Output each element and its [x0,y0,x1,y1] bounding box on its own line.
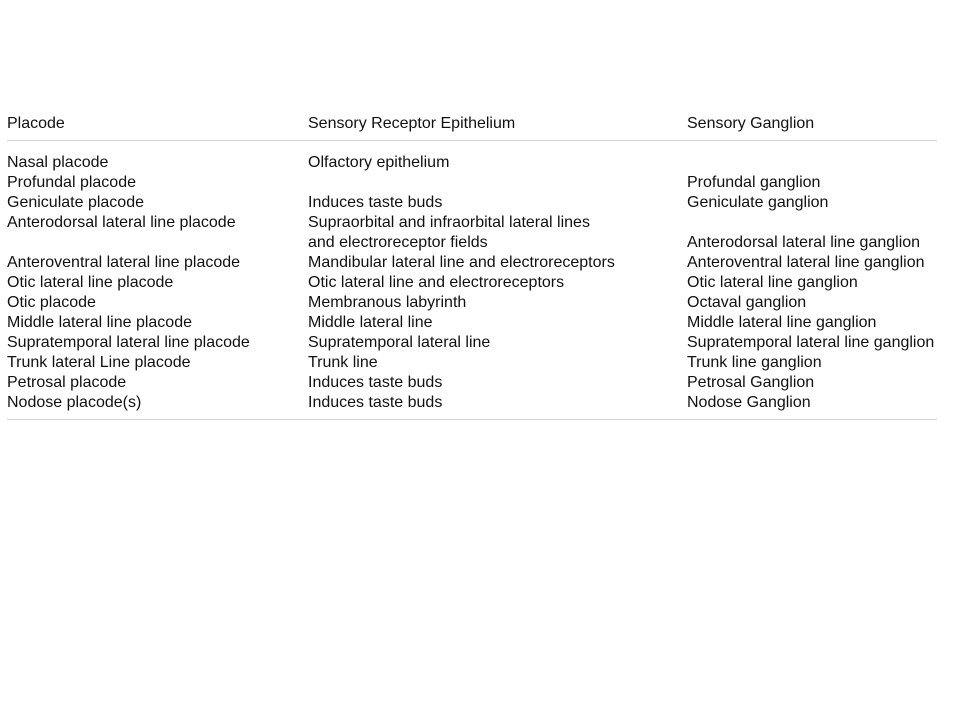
table-row [7,213,937,233]
cell-placode: Otic lateral line placode [7,274,174,291]
cell-epithelium: Induces taste buds [308,374,443,391]
cell-epithelium: Supratemporal lateral line [308,334,491,351]
cell-ganglion: Nodose Ganglion [687,394,811,411]
cell-placode: Petrosal placode [7,374,127,391]
cell-epithelium: Induces taste buds [308,394,443,411]
table-row [7,353,937,373]
cell-placode: Middle lateral line placode [7,314,192,331]
footer-divider [7,419,937,420]
cell-ganglion: Anterodorsal lateral line ganglion [687,234,921,251]
cell-ganglion: Octaval ganglion [687,294,807,311]
cell-epithelium: Middle lateral line [308,314,433,331]
cell-placode: Profundal placode [7,174,136,191]
table-row [7,233,937,253]
cell-ganglion: Supratemporal lateral line ganglion [687,334,935,351]
cell-epithelium: Olfactory epithelium [308,154,450,171]
cell-ganglion: Profundal ganglion [687,174,821,191]
table-row [7,173,937,193]
cell-ganglion: Petrosal Ganglion [687,374,815,391]
table-row [7,373,937,393]
placode-table [7,112,937,420]
cell-epithelium: Otic lateral line and electroreceptors [308,274,565,291]
cell-placode: Anteroventral lateral line placode [7,254,241,271]
header-ganglion: Sensory Ganglion [687,115,815,132]
cell-ganglion: Geniculate ganglion [687,194,829,211]
table-row [7,333,937,353]
table-row [7,253,937,273]
cell-placode: Otic placode [7,294,96,311]
cell-placode: Nasal placode [7,154,109,171]
header-placode: Placode [7,115,65,132]
cell-epithelium: Induces taste buds [308,194,443,211]
table-row [7,193,937,213]
table-row [7,153,937,173]
table-row [7,313,937,333]
cell-epithelium: Membranous labyrinth [308,294,467,311]
cell-epithelium: Supraorbital and infraorbital lateral lines [308,214,590,231]
table-body [7,141,937,419]
cell-ganglion: Otic lateral line ganglion [687,274,858,291]
cell-epithelium: Trunk line [308,354,378,371]
cell-ganglion: Trunk line ganglion [687,354,822,371]
table-row [7,273,937,293]
cell-ganglion: Middle lateral line ganglion [687,314,877,331]
cell-placode: Geniculate placode [7,194,144,211]
cell-epithelium: Mandibular lateral line and electroreceptors [308,254,615,271]
table-row [7,393,937,413]
table-row [7,293,937,313]
cell-ganglion: Anteroventral lateral line ganglion [687,254,925,271]
table-header-row [7,112,937,136]
cell-placode: Nodose placode(s) [7,394,142,411]
header-epithelium: Sensory Receptor Epithelium [308,115,516,132]
cell-epithelium: and electroreceptor fields [308,234,488,251]
cell-placode: Trunk lateral Line placode [7,354,191,371]
cell-placode: Anterodorsal lateral line placode [7,214,236,231]
cell-placode: Supratemporal lateral line placode [7,334,250,351]
